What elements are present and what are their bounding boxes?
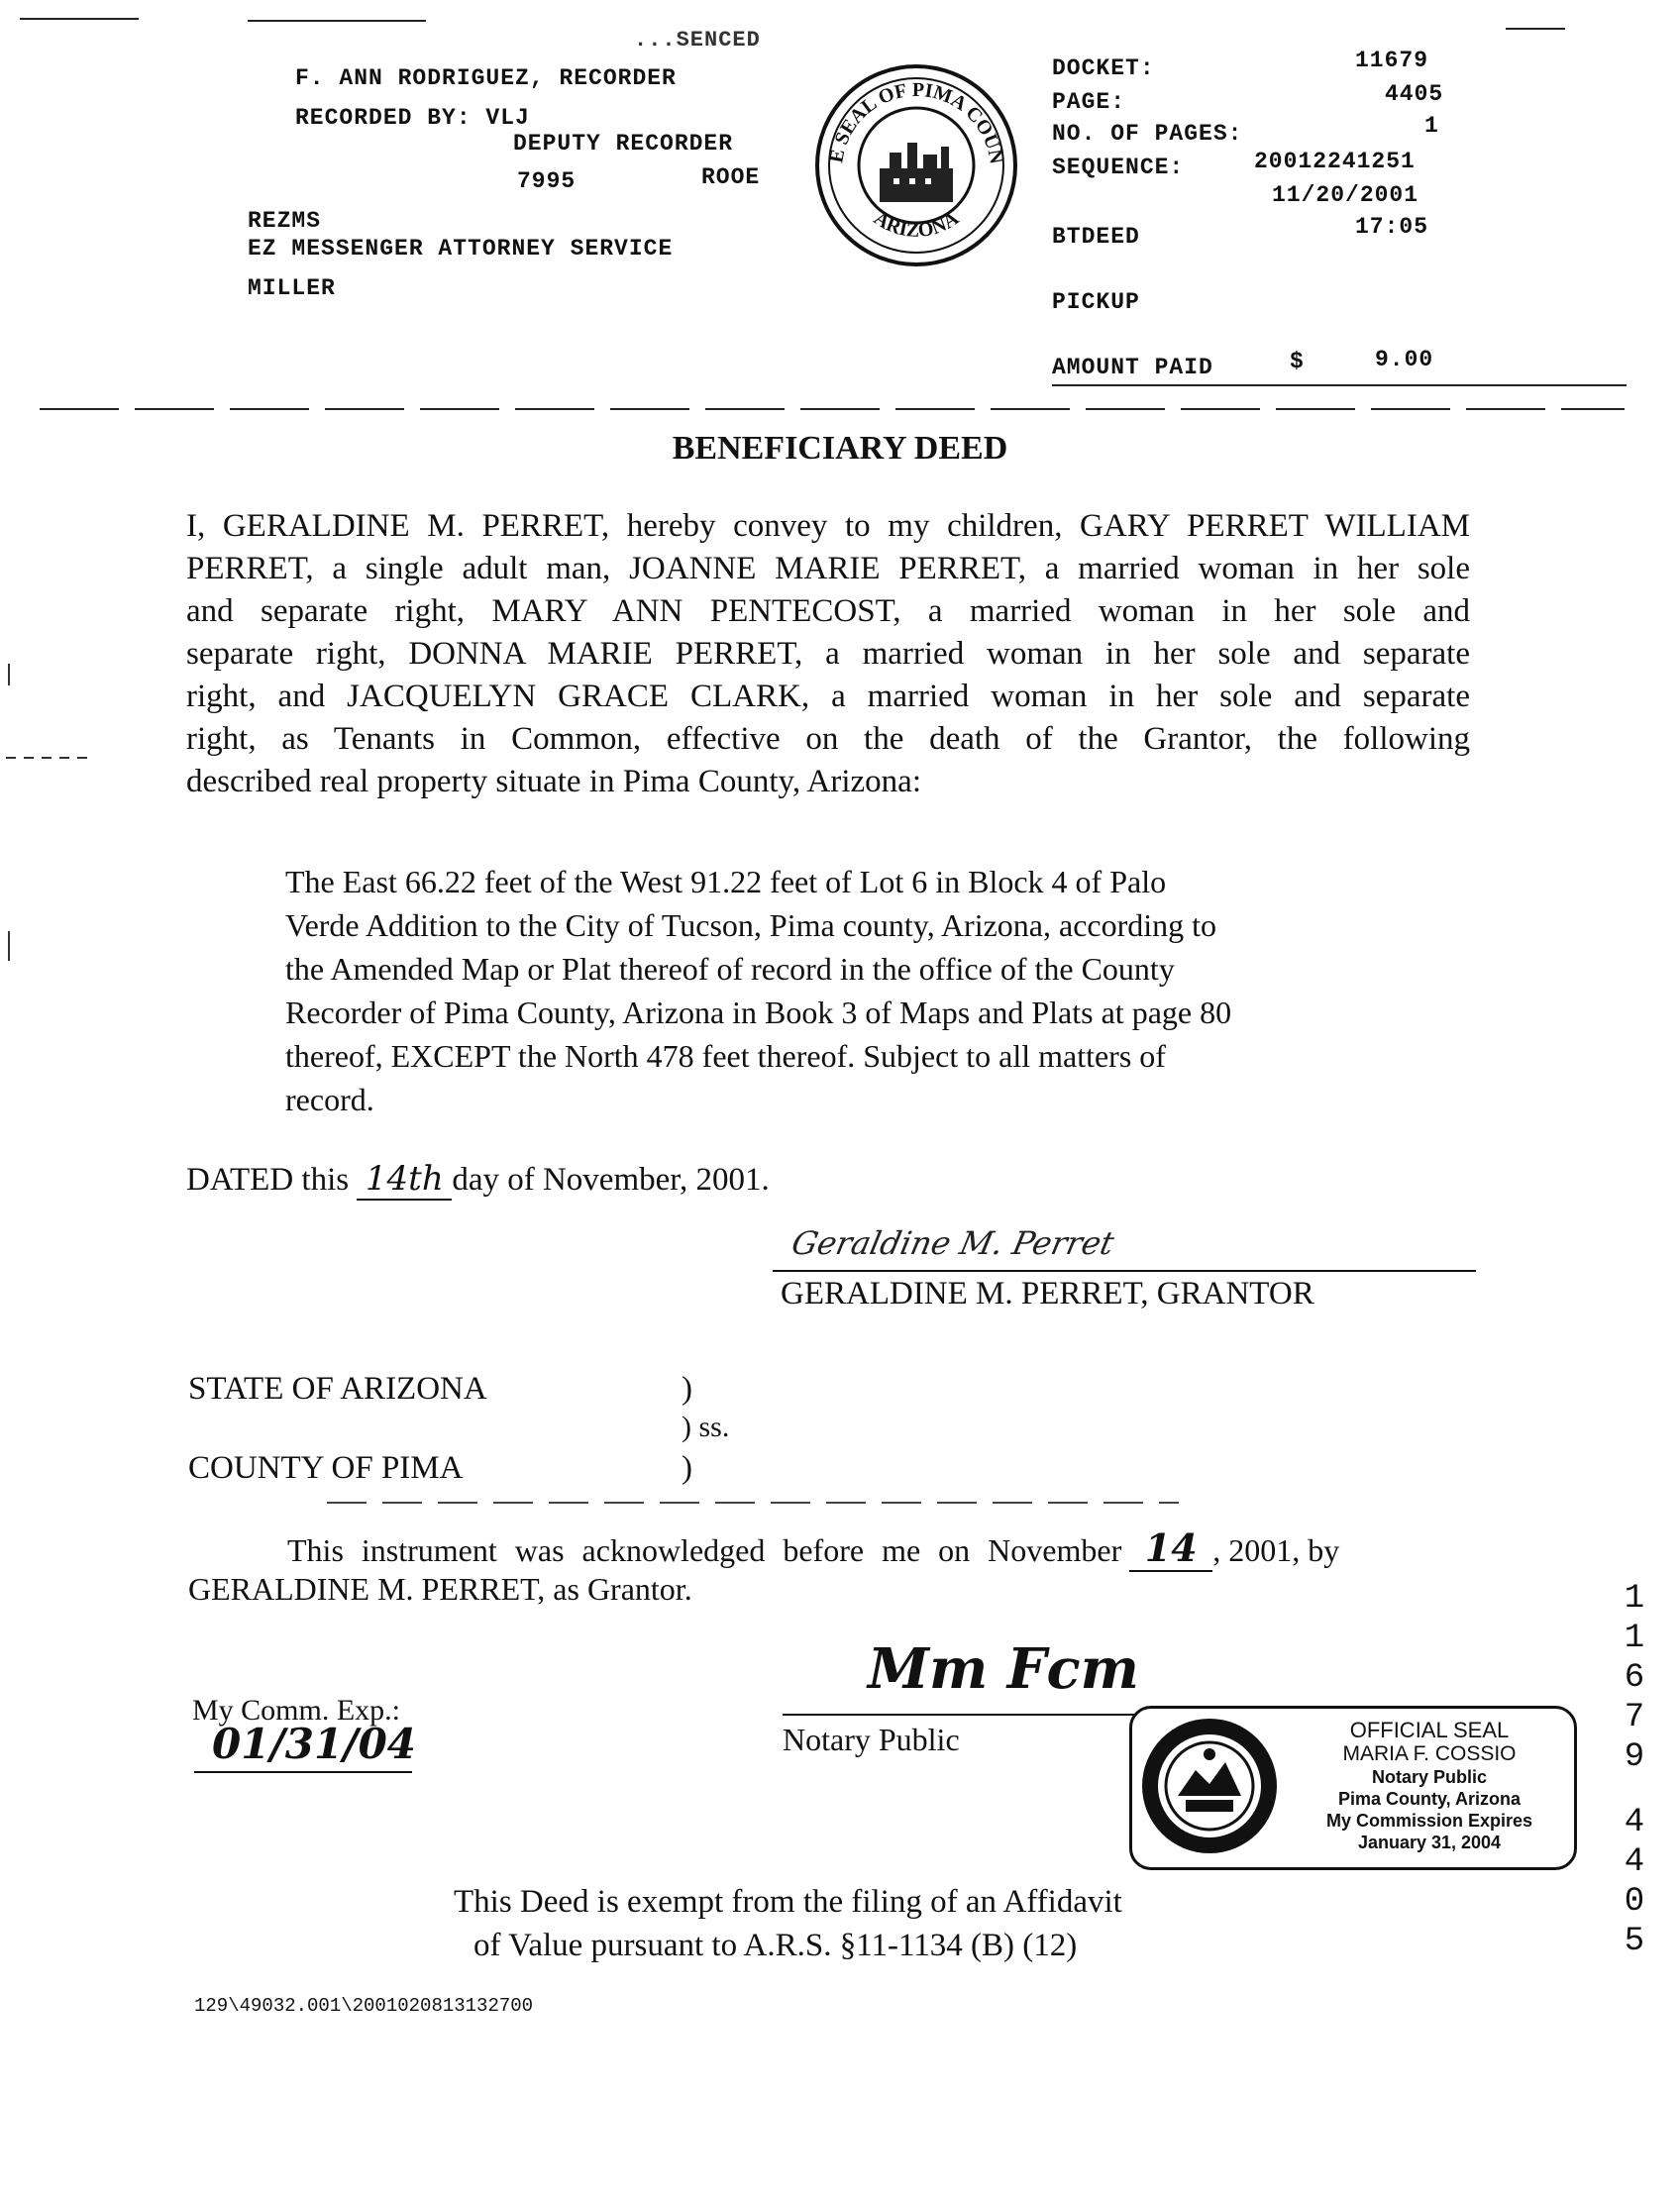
para-line: PERRET, a single adult man, JOANNE MARIE PERRET, a married woman in her sole [186,551,1470,586]
exempt-line-2: of Value pursuant to A.R.S. §11-1134 (B) (12) [473,1928,1078,1963]
venue-paren-1: ) [682,1371,692,1407]
seal-bottom-text: ARIZONA [870,207,963,243]
top-stamp: ...SENCED [634,28,761,52]
conveyance-paragraph [186,505,1470,803]
grantor-signature-line [773,1270,1476,1272]
amount-underline [1052,384,1627,386]
para-line: and separate right, MARY ANN PENTECOST, a married woman in her sole and [186,593,1470,629]
docket-label: DOCKET: [1052,55,1155,81]
dated-prefix: DATED this [186,1162,350,1198]
top-rule-left [20,18,139,20]
arizona-state-seal-icon [1138,1715,1281,1857]
margin-digit: 5 [1624,1923,1645,1960]
para-line: right, as Tenants in Common, effective on the death of the Grantor, the following [186,721,1470,757]
seal-expires-date: January 31, 2004 [1357,1833,1502,1852]
seal-name: MARIA F. COSSIO [1342,1742,1517,1765]
seal-top-text: E SEAL OF PIMA COUN [825,78,1007,166]
ack-prefix: This instrument was acknowledged before me on November [287,1532,1122,1568]
acknowledgment-line-1 [287,1525,1476,1572]
document-title: BENEFICIARY DEED [672,430,1008,467]
grantor-signature: Geraldine M. Perret [788,1224,1118,1262]
commission-date-handwritten: 01/31/04 [212,1720,417,1768]
deputy-code: 7995 [517,168,577,194]
dated-day-handwritten: 14th [357,1159,452,1201]
para-line: right, and JACQUELYN GRACE CLARK, a married woman in her sole and separate [186,679,1470,714]
sequence-value: 20012241251 [1254,149,1416,174]
amount-currency: $ [1290,349,1305,374]
recording-date: 11/20/2001 [1272,182,1419,208]
left-scan-tick [8,931,10,961]
margin-digit: 6 [1624,1659,1645,1697]
top-rule-mid [248,20,426,22]
margin-digit: 9 [1624,1738,1645,1776]
legal-line: Recorder of Pima County, Arizona in Book 3 of Maps and Plats at page 80 [285,995,1232,1030]
header-separator [40,408,1625,410]
margin-docket-page-stamp [1617,1579,1652,1961]
notary-signature: Mm Fcm [868,1636,1139,1702]
commission-date-line [194,1771,412,1773]
venue-ss: ) ss. [682,1411,730,1443]
legal-line: The East 66.22 feet of the West 91.22 feet of Lot 6 in Block 4 of Palo [285,864,1167,899]
margin-digit: 4 [1624,1843,1645,1881]
legal-line: record. [285,1082,374,1117]
legal-line: Verde Addition to the City of Tucson, Pima county, Arizona, according to [285,907,1217,943]
exempt-line-1: This Deed is exempt from the filing of an Affidavit [454,1884,1122,1920]
return-attn: MILLER [248,275,336,301]
notary-label: Notary Public [783,1722,960,1757]
seal-text-block [1291,1719,1568,1853]
margin-digit: 1 [1624,1620,1645,1657]
pages-value: 1 [1424,113,1439,139]
margin-digit: 1 [1624,1580,1645,1618]
document-type: BTDEED [1052,224,1140,250]
sequence-label: SEQUENCE: [1052,155,1185,180]
legal-description [285,860,1375,1121]
ack-day-handwritten: 14 [1129,1525,1212,1572]
seal-title: OFFICIAL SEAL [1349,1718,1510,1742]
pickup-label: PICKUP [1052,289,1140,315]
top-rule-right [1506,28,1565,30]
ack-suffix: , 2001, by [1212,1532,1340,1568]
notary-official-seal [1129,1706,1577,1870]
recording-time: 17:05 [1355,214,1429,240]
acknowledgment-line-2: GERALDINE M. PERRET, as Grantor. [188,1571,692,1607]
pima-county-seal [812,61,1020,269]
deputy-recorder: DEPUTY RECORDER [513,131,734,157]
venue-separator [327,1502,1179,1504]
docket-value: 11679 [1355,48,1429,73]
return-code: REZMS [248,208,322,234]
margin-digit: 7 [1624,1699,1645,1736]
venue-county: COUNTY OF PIMA [188,1450,464,1486]
dated-line [186,1159,770,1201]
amount-value: 9.00 [1375,347,1434,372]
dated-suffix: day of November, 2001. [452,1162,770,1198]
pages-label: NO. OF PAGES: [1052,121,1243,147]
para-line: described real property situate in Pima County, Arizona: [186,764,922,799]
margin-digit: 0 [1624,1883,1645,1921]
venue-state: STATE OF ARIZONA [188,1371,487,1407]
deputy-code2: ROOE [701,164,761,190]
return-name: EZ MESSENGER ATTORNEY SERVICE [248,236,674,262]
para-line: I, GERALDINE M. PERRET, hereby convey to my children, GARY PERRET WILLIAM [186,508,1470,544]
recorded-by: RECORDED BY: VLJ [295,105,530,131]
page-label: PAGE: [1052,89,1126,115]
seal-expires-label: My Commission Expires [1325,1811,1533,1831]
para-line: separate right, DONNA MARIE PERRET, a married woman in her sole and separate [186,636,1470,672]
margin-digit: 4 [1624,1804,1645,1841]
legal-line: thereof, EXCEPT the North 478 feet thereof. Subject to all matters of [285,1038,1166,1074]
left-scan-tick [8,664,10,685]
page-value: 4405 [1385,81,1444,107]
venue-paren-2: ) [682,1450,692,1486]
seal-role: Notary Public [1371,1767,1488,1787]
left-scan-mark [6,757,95,759]
svg-text:ARIZONA [870,207,963,242]
seal-county: Pima County, Arizona [1337,1789,1522,1809]
grantor-name-line: GERALDINE M. PERRET, GRANTOR [781,1276,1314,1311]
footer-file-path: 129\49032.001\2001020813132700 [194,1995,534,2017]
recorder-name: F. ANN RODRIGUEZ, RECORDER [295,65,677,91]
amount-label: AMOUNT PAID [1052,355,1213,380]
legal-line: the Amended Map or Plat thereof of record in the office of the County [285,951,1175,987]
commission-label: My Comm. Exp.: [192,1694,401,1727]
